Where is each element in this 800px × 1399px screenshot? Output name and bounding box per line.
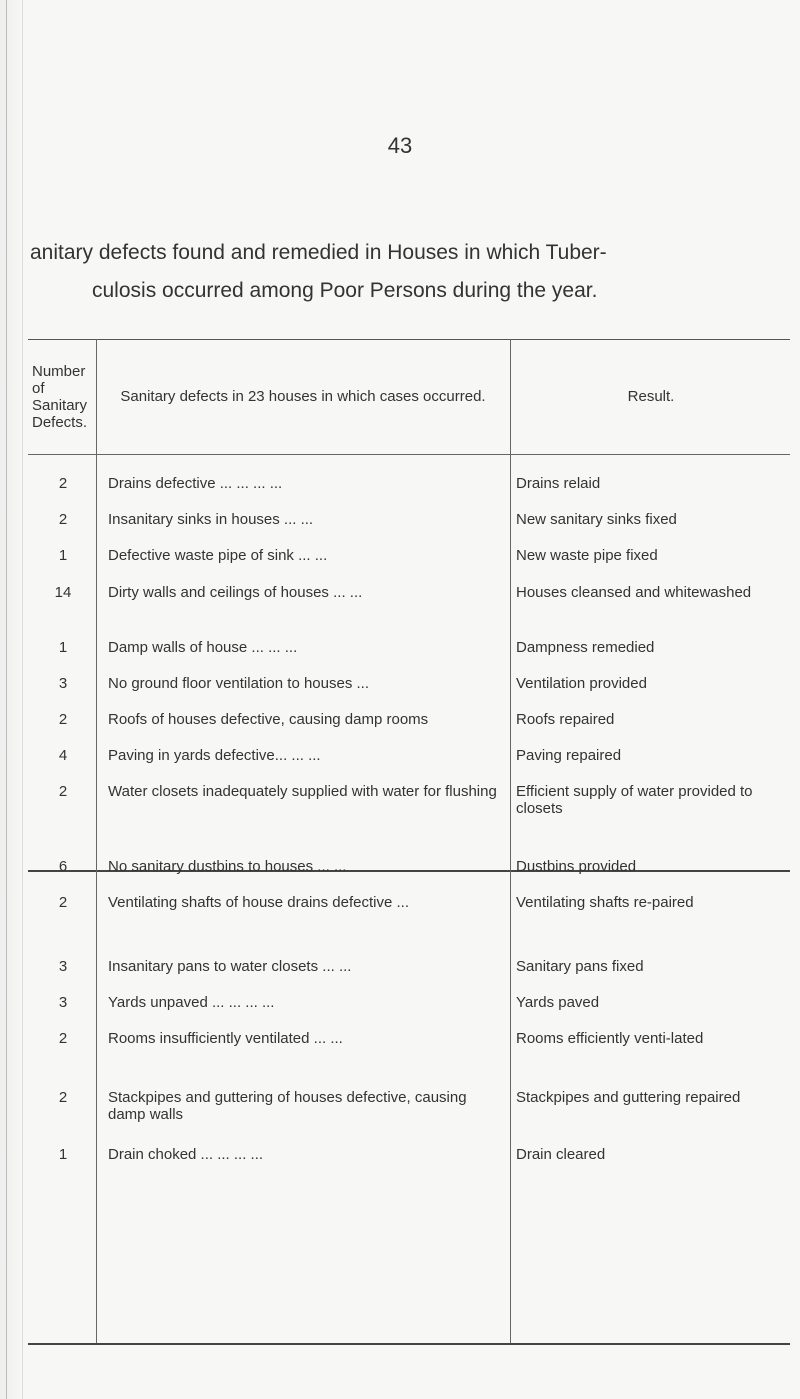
row-number: 1 <box>58 1146 68 1163</box>
column-divider-1 <box>96 871 97 1345</box>
row-defect: Insanitary sinks in houses ... ... <box>108 511 314 528</box>
row-result: Roofs repaired <box>516 711 615 728</box>
row-defect: Paving in yards defective... ... ... <box>108 747 321 764</box>
page-gutter <box>0 0 23 1399</box>
row-result: Dampness remedied <box>516 639 655 656</box>
row-number: 2 <box>58 711 68 728</box>
row-result: New waste pipe fixed <box>516 547 658 564</box>
row-defect: Insanitary pans to water closets ... ... <box>108 958 352 975</box>
row-number: 3 <box>58 675 68 692</box>
row-result: Houses cleansed and whitewashed <box>516 584 752 601</box>
column-divider-2 <box>510 339 511 871</box>
header-defects: Sanitary defects in 23 houses in which cases occurred. <box>120 388 486 405</box>
row-result: New sanitary sinks fixed <box>516 511 677 528</box>
row-defect: No ground floor ventilation to houses ... <box>108 675 369 692</box>
row-result: Rooms efficiently venti-lated <box>516 1030 704 1047</box>
header-result: Result. <box>627 388 675 405</box>
row-defect: Dirty walls and ceilings of houses ... ... <box>108 584 363 601</box>
row-number: 2 <box>58 1089 68 1106</box>
row-defect: Damp walls of house ... ... ... <box>108 639 298 656</box>
table-bottom-rule <box>28 1343 790 1345</box>
row-result: Drains relaid <box>516 475 601 492</box>
row-result: Yards paved <box>516 994 600 1011</box>
row-defect: Stackpipes and guttering of houses defective, causing damp walls <box>108 1089 467 1123</box>
gutter-line <box>6 0 7 1399</box>
page-title-line-2: culosis occurred among Poor Persons during the year. <box>92 279 598 302</box>
row-number: 3 <box>58 994 68 1011</box>
row-number: 4 <box>58 747 68 764</box>
row-defect: Ventilating shafts of house drains defective ... <box>108 894 410 911</box>
table-header-rule <box>28 454 790 455</box>
row-result: Efficient supply of water provided to closets <box>516 783 753 817</box>
row-number: 3 <box>58 958 68 975</box>
row-result: Ventilating shafts re-paired <box>516 894 694 911</box>
header-number: Number of Sanitary Defects. <box>32 362 88 431</box>
row-defect: Rooms insufficiently ventilated ... ... <box>108 1030 343 1047</box>
row-number: 2 <box>58 894 68 911</box>
row-defect: No sanitary dustbins to houses ... ... <box>108 858 347 875</box>
row-result: Sanitary pans fixed <box>516 958 644 975</box>
page-title-line-1: anitary defects found and remedied in Houses in which Tuber- <box>30 241 607 264</box>
row-defect: Drains defective ... ... ... ... <box>108 475 283 492</box>
row-number: 1 <box>58 547 68 564</box>
sanitary-defects-table <box>28 339 790 871</box>
row-result: Ventilation provided <box>516 675 647 692</box>
page-number: 43 <box>387 133 413 158</box>
row-defect: Defective waste pipe of sink ... ... <box>108 547 328 564</box>
column-divider-2 <box>510 871 511 1345</box>
row-defect: Yards unpaved ... ... ... ... <box>108 994 275 1011</box>
page-title <box>30 234 770 310</box>
row-number: 1 <box>58 639 68 656</box>
row-number: 2 <box>58 475 68 492</box>
row-number: 2 <box>58 1030 68 1047</box>
row-number: 2 <box>58 783 68 800</box>
row-number: 6 <box>58 858 68 875</box>
row-number: 14 <box>54 584 72 601</box>
row-defect: Drain choked ... ... ... ... <box>108 1146 264 1163</box>
row-result: Paving repaired <box>516 747 622 764</box>
row-number: 2 <box>58 511 68 528</box>
row-result: Dustbins provided <box>516 858 637 875</box>
row-result: Stackpipes and guttering repaired <box>516 1089 741 1106</box>
row-defect: Water closets inadequately supplied with water for flushing <box>108 783 497 800</box>
row-result: Drain cleared <box>516 1146 606 1163</box>
row-defect: Roofs of houses defective, causing damp rooms <box>108 711 429 728</box>
